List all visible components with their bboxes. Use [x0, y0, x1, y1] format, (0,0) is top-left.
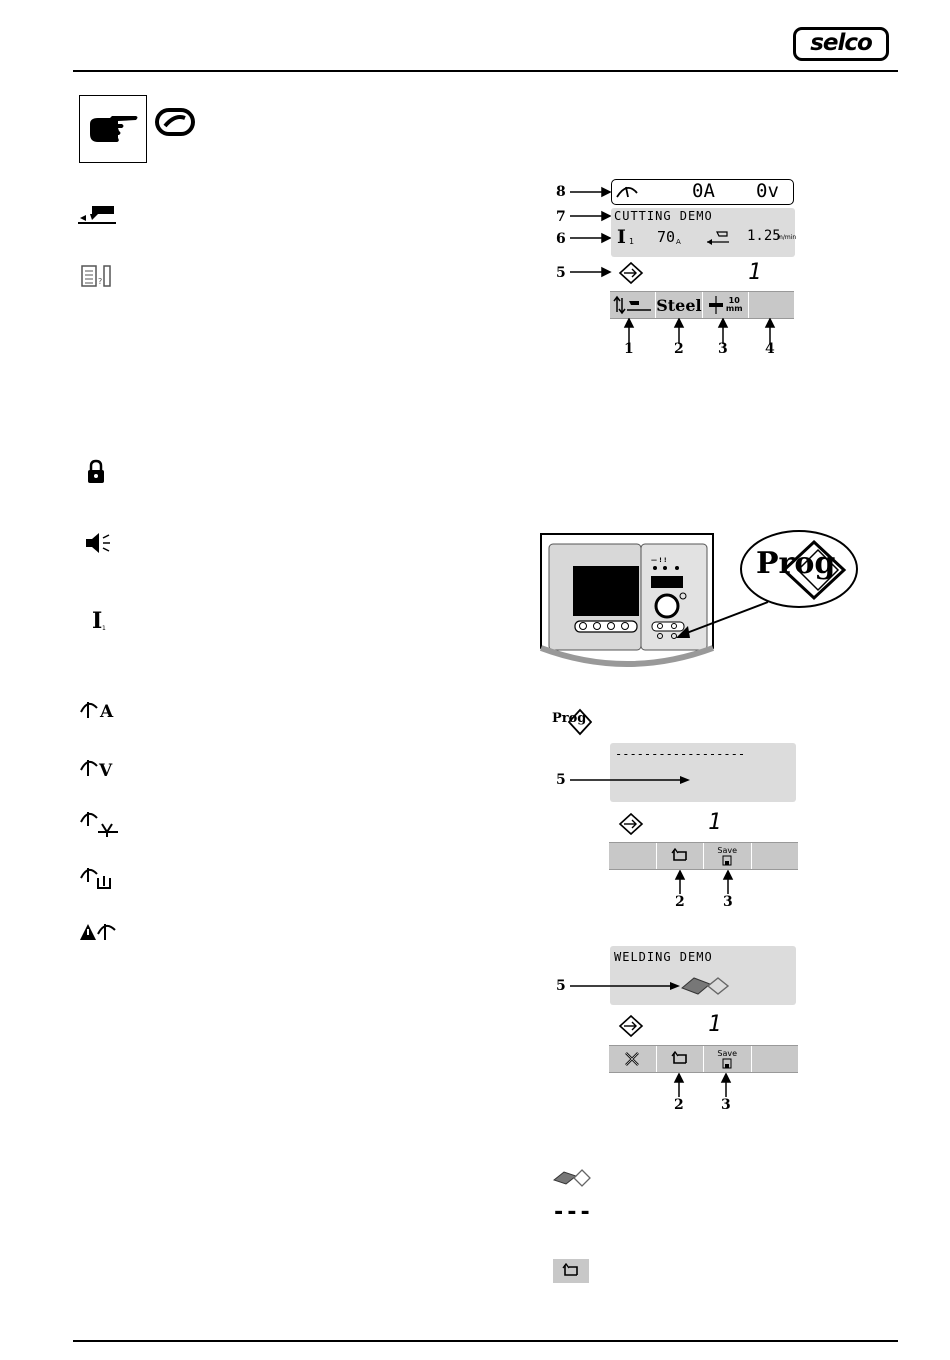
meter-arc-icon — [78, 808, 120, 838]
softkey-thickness[interactable] — [703, 292, 749, 318]
meter-voltage-value: 0v — [756, 180, 779, 202]
mid-softkey-empty-right[interactable] — [752, 843, 799, 869]
mid-softkey-save[interactable] — [704, 843, 752, 869]
callout-8: 8 — [556, 184, 566, 200]
meter-voltage-icon — [78, 756, 118, 780]
document-list-icon — [80, 264, 114, 288]
softkey-number-4: 4 — [765, 341, 775, 357]
bottom-save-label: Save — [717, 1049, 738, 1058]
mid-softkey-back[interactable] — [657, 843, 705, 869]
floppy-icon — [722, 855, 732, 866]
memory-chip-icon — [680, 974, 736, 998]
prog-small-label: Prog — [552, 711, 587, 726]
gauge-icon — [615, 183, 639, 201]
thickness-icon — [708, 295, 724, 315]
softkey-number-3: 3 — [718, 341, 728, 357]
mid-prog-diamond-icon — [618, 812, 644, 836]
program-name: CUTTING DEMO — [614, 209, 713, 223]
bottom-floppy-icon — [722, 1058, 732, 1069]
callout-6: 6 — [556, 231, 566, 247]
softkey-empty[interactable] — [749, 292, 794, 318]
softkey-bar-top — [610, 291, 794, 319]
mid-softkey-arrows — [609, 870, 798, 896]
selco-logo: selco — [793, 27, 889, 61]
prog-small-button — [552, 708, 592, 736]
bottom-softkey-number-2: 2 — [674, 1097, 684, 1113]
bottom-prog-diamond-icon — [618, 1014, 644, 1038]
lock-icon — [86, 459, 106, 485]
svg-text:?: ? — [98, 277, 103, 286]
bottom-softkey-save[interactable] — [704, 1046, 752, 1072]
svg-text:— ! !: — ! ! — [651, 557, 667, 564]
program-number: 1 — [748, 260, 762, 285]
thickness-unit: mm — [725, 304, 743, 313]
svg-text:A: A — [100, 702, 114, 720]
current-i1-icon — [90, 606, 110, 632]
bottom-program-number: 1 — [708, 1012, 722, 1037]
mode-select-icon — [613, 295, 653, 315]
bottom-softkey-cancel[interactable] — [609, 1046, 657, 1072]
empty-program-dashes: ------------------ — [615, 747, 746, 761]
param-speed-value: 1.25 — [747, 228, 781, 244]
bottom-softkey-number-3: 3 — [721, 1097, 731, 1113]
zoom-arrow — [670, 600, 770, 642]
mid-callout-arrow — [568, 773, 692, 787]
cancel-x-icon — [623, 1051, 641, 1067]
bottom-softkey-arrows — [609, 1073, 798, 1099]
legend-memory-chip-icon — [552, 1166, 592, 1190]
softkey-bar-bottom — [609, 1045, 798, 1073]
mid-softkey-number-3: 3 — [723, 894, 733, 910]
i1-subscript: 1 — [629, 237, 635, 246]
softkey-bar-mid — [609, 842, 798, 870]
bottom-callout-arrow — [568, 979, 682, 993]
param-current-value: 70 — [657, 228, 676, 246]
legend-dashes: --- — [552, 1200, 592, 1225]
prog-diamond-icon — [618, 261, 644, 285]
i1-label: I — [617, 226, 626, 248]
welding-program-name: WELDING DEMO — [614, 950, 713, 964]
header-rule — [73, 70, 898, 72]
param-current-unit: A — [676, 238, 681, 246]
speaker-icon — [84, 531, 112, 555]
softkey-number-1: 1 — [624, 341, 634, 357]
torch-cutting-icon — [76, 204, 118, 228]
note-box — [79, 95, 147, 163]
bottom-callout-5: 5 — [556, 978, 566, 994]
bottom-softkey-back[interactable] — [657, 1046, 705, 1072]
back-icon — [670, 848, 690, 864]
cutting-speed-icon — [705, 230, 731, 246]
warning-meter-icon — [78, 920, 120, 942]
mid-softkey-empty-left[interactable] — [609, 843, 657, 869]
bottom-back-icon — [670, 1051, 690, 1067]
meter-flow-icon — [78, 864, 118, 892]
lcd-welding-program — [610, 946, 796, 1005]
pointing-hand-icon — [88, 114, 140, 144]
meter-current-value: 0A — [692, 180, 715, 202]
softkey-material[interactable]: Steel — [656, 292, 702, 318]
mid-save-label: Save — [717, 846, 738, 855]
param-speed-unit: m/min — [777, 234, 797, 241]
svg-text:I: I — [92, 608, 103, 632]
synergic-loop-icon — [155, 108, 195, 136]
mid-softkey-number-2: 2 — [675, 894, 685, 910]
meter-display — [611, 179, 794, 205]
mid-program-number: 1 — [708, 810, 722, 835]
meter-ampere-icon — [78, 698, 118, 720]
callout-5: 5 — [556, 265, 566, 281]
prog-zoom-bubble — [740, 530, 858, 608]
legend-back-icon — [561, 1263, 581, 1279]
footer-rule — [73, 1340, 898, 1342]
softkey-mode[interactable] — [610, 292, 656, 318]
svg-text:V: V — [99, 761, 113, 780]
svg-text:1: 1 — [102, 625, 106, 632]
callout-7: 7 — [556, 209, 566, 225]
mid-callout-5: 5 — [556, 772, 566, 788]
prog-zoom-label: Prog — [756, 546, 836, 581]
callout-arrows — [568, 185, 612, 285]
thickness-value: 10 — [728, 296, 740, 305]
lcd-program — [611, 208, 795, 257]
softkey-number-2: 2 — [674, 341, 684, 357]
bottom-softkey-empty[interactable] — [752, 1046, 799, 1072]
legend-back-button — [553, 1259, 589, 1283]
